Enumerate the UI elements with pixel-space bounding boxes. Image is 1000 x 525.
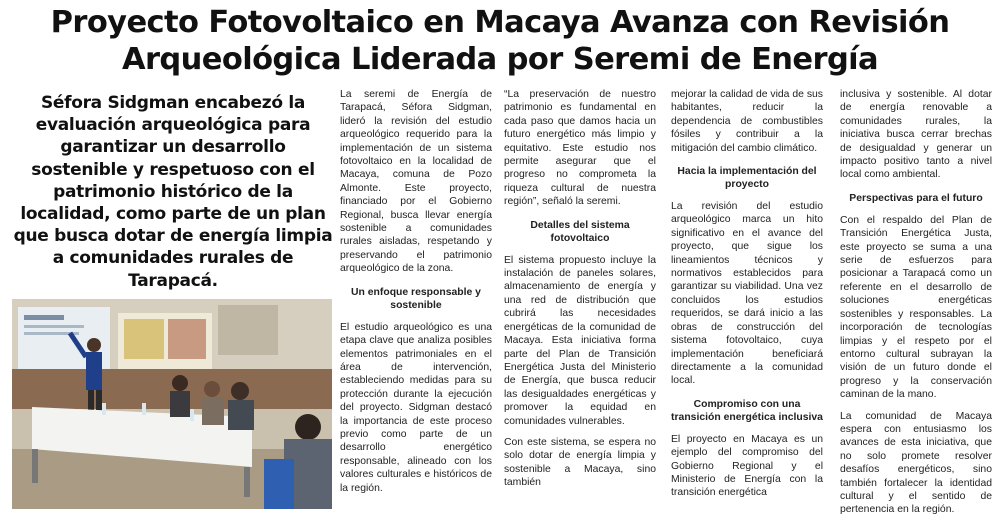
paragraph: Con este sistema, se espera no solo dotar de energía limpia y sostenible a Macaya, sino también — [504, 436, 656, 489]
subheading: Un enfoque responsable y sostenible — [351, 286, 481, 311]
meeting-photo — [12, 299, 332, 509]
column-1 — [340, 88, 492, 503]
column-4 — [840, 88, 992, 525]
paragraph: Con el respaldo del Plan de Transición Energética Justa, este proyecto se suma a una serie de esfuerzos para posicionar a Tarapacá como un referente en el desarrollo de soluciones energéticas sostenibles y responsables. La incorporación de tecnologías limpias y el respeto por el entorno cultural subrayan la visión de un futuro donde el progreso y la conservación caminan de la mano. — [840, 214, 992, 401]
paragraph: mejorar la calidad de vida de sus habitantes, reducir la dependencia de combustibles fósiles y contribuir a la mitigación del cambio climático. — [671, 89, 823, 154]
headline-line-2: Arqueológica Liderada por Seremi de Energía — [121, 42, 879, 77]
subheading: Compromiso con una transición energética inclusiva — [671, 398, 823, 423]
paragraph: El proyecto en Macaya es un ejemplo del compromiso del Gobierno Regional y el Ministerio de Energía con la transición energética — [671, 433, 823, 499]
paragraph: “La preservación de nuestro patrimonio es fundamental en cada paso que damos hacia un futuro energético más limpio y equitativo. Este estudio nos permite asegurar que el progreso no comprometa la riqueza cultural de nuestra región”, señaló la seremi. — [504, 89, 656, 208]
column-3 — [671, 88, 823, 508]
subheading: Hacia la implementación del proyecto — [677, 166, 817, 191]
headline-line-1: Proyecto Fotovoltaico en Macaya Avanza con Revisión — [50, 5, 950, 40]
headline — [0, 4, 1000, 78]
paragraph: inclusiva y sostenible. Al dotar de energía renovable a comunidades rurales, la iniciativa busca cerrar brechas de desigualdad y generar un impacto positivo tanto a nivel local como ambiental. — [840, 89, 992, 181]
paragraph: La seremi de Energía de Tarapacá, Séfora Sidgman, lideró la revisión del estudio arqueológico requerido para la implementación de un sistema fotovoltaico en la localidad de Macaya, comuna de Pozo Almonte. Este proyecto, financiado por el Gobierno Regional, busca llevar energía sostenible a comunidades rurales aisladas, respetando y preservando el patrimonio arqueológico de la zona. — [340, 89, 492, 275]
paragraph: El estudio arqueológico es una etapa clave que analiza posibles elementos patrimoniales en el área de intervención, estableciendo medidas para su protección durante la ejecución del proyecto. Sidgman destacó la importancia de este proceso previo como parte de un desarrollo energético responsable, alineado con los valores culturales e históricos de la región. — [340, 321, 492, 494]
paragraph: El sistema propuesto incluye la instalación de paneles solares, almacenamiento de energía y una red de distribución que cubrirá las necesidades energéticas de la comunidad de Macaya. Esta iniciativa forma parte del Plan de Transición Energética Justa del Ministerio de Energía, que busca reducir las desigualdades energéticas y promover la equidad en comunidades vulnerables. — [504, 254, 656, 427]
subheading: Perspectivas para el futuro — [849, 192, 983, 204]
paragraph: La revisión del estudio arqueológico marca un hito significativo en el avance del proyecto, que sigue los lineamientos técnicos y normativos establecidos para garantizar su viabilidad. Una vez concluidos los estudios requeridos, se dará inicio a las obras de construcción del sistema fotovoltaico, cuya implementación beneficiará directamente a la comunidad local. — [671, 201, 823, 387]
lead-paragraph: Séfora Sidgman encabezó la evaluación arqueológica para garantizar un desarrollo sostenible y respetuoso con el patrimonio histórico de la localidad, como parte de un plan que busca dotar de energía limpia a comunidades rurales de Tarapacá. — [13, 93, 333, 291]
subheading: Detalles del sistema fotovoltaico — [530, 219, 630, 244]
paragraph: La comunidad de Macaya espera con entusiasmo los avances de esta iniciativa, que no solo promete resolver desafíos energéticos, sino también fortalecer la identidad cultural y el sentido de pertenencia en la región. — [840, 410, 992, 516]
column-2 — [504, 88, 656, 498]
